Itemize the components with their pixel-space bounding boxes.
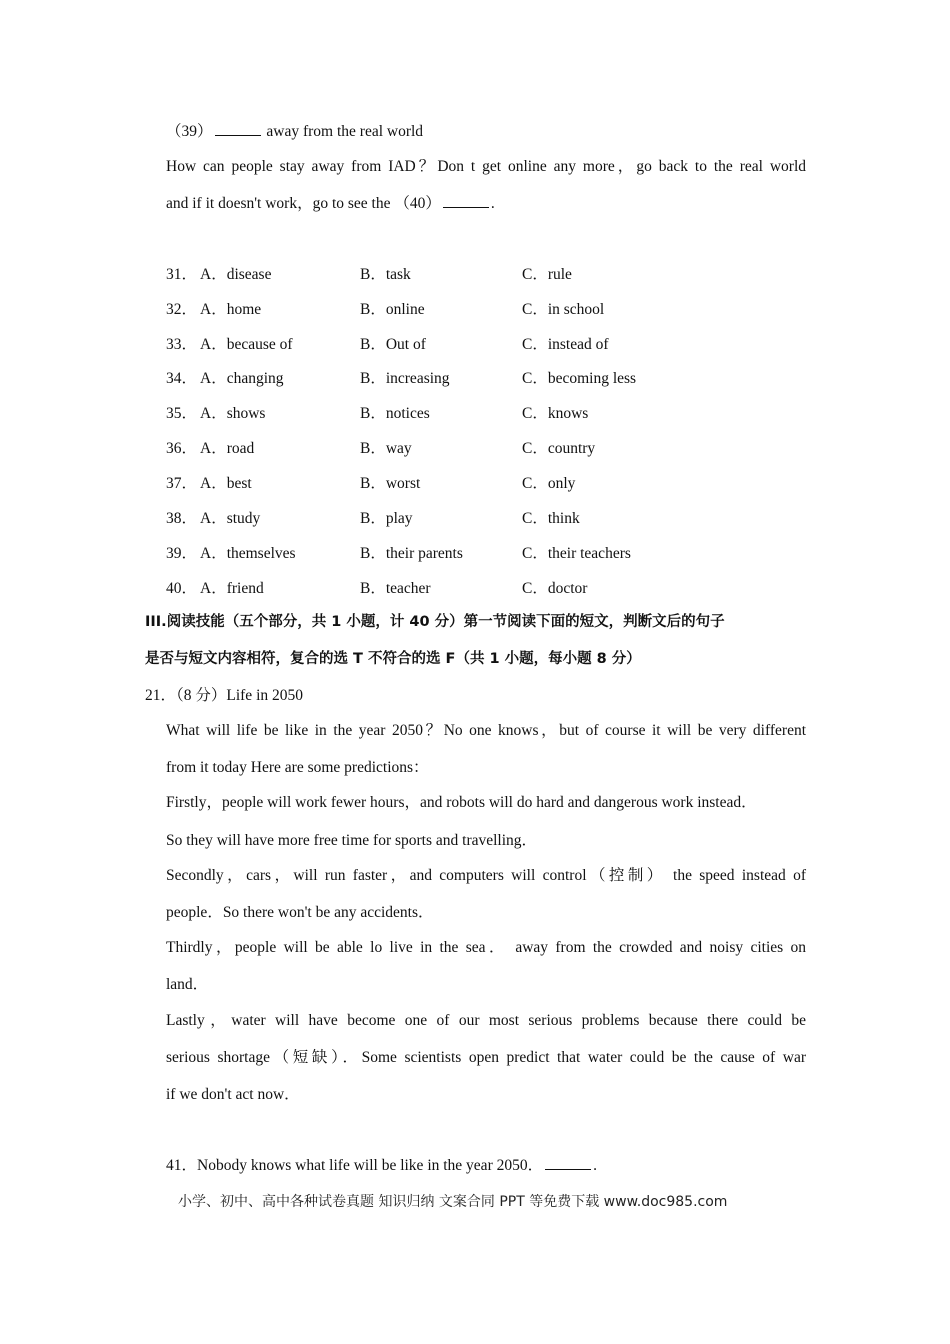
answer-blank-41 — [545, 1157, 591, 1170]
option-c: C．country — [522, 440, 596, 457]
question-41 — [166, 1153, 597, 1175]
option-b: B．worst — [360, 475, 421, 492]
option-a: A．study — [200, 510, 261, 527]
passage-line: Thirdly，people will be able lo live in the sea． away from the crowded and noisy cities on — [166, 939, 806, 956]
option-a: A．shows — [200, 405, 266, 422]
section-39-title-text: away from the real world — [266, 123, 424, 140]
option-c: C．instead of — [522, 336, 609, 353]
passage-line: Secondly，cars，will run faster，and computers will control（控制） the speed instead of — [166, 867, 806, 884]
section-39-label: （39） — [166, 123, 213, 140]
option-c: C．in school — [522, 301, 605, 318]
passage-line: if we don't act now． — [166, 1086, 300, 1103]
section-39-title — [166, 119, 423, 141]
option-b: B．Out of — [360, 336, 426, 353]
section-39-line2 — [166, 191, 495, 213]
option-a: A．themselves — [200, 545, 296, 562]
option-c: C．their teachers — [522, 545, 631, 562]
option-a: A．because of — [200, 336, 293, 353]
section-39-line2-text: and if it doesn't work，go to see the （40） — [166, 195, 441, 212]
option-c: C．becoming less — [522, 370, 637, 387]
option-b: B．way — [360, 440, 412, 457]
question-41-end: . — [593, 1157, 597, 1174]
option-number: 40． — [166, 580, 198, 597]
option-c: C．knows — [522, 405, 589, 422]
footer-watermark: 小学、初中、高中各种试卷真题 知识归纳 文案合同 PPT 等免费下载 www.doc985.com — [178, 1194, 728, 1210]
option-number: 34． — [166, 370, 198, 387]
section-39-line1: How can people stay away from IAD？Don t get online any more，go back to the real world — [166, 158, 806, 175]
option-c: C．think — [522, 510, 580, 527]
option-a: A．home — [200, 301, 262, 318]
answer-blank-39 — [215, 123, 261, 136]
passage-line: from it today Here are some predictions： — [166, 759, 429, 776]
option-number: 38． — [166, 510, 198, 527]
passage-line: Lastly，water will have become one of our most serious problems because there could be — [166, 1012, 806, 1029]
option-number: 36． — [166, 440, 198, 457]
section-heading-line1: III.阅读技能（五个部分，共 1 小题，计 40 分）第一节阅读下面的短文，判断文后的句子 — [145, 614, 725, 630]
option-b: B．play — [360, 510, 413, 527]
answer-blank-40 — [443, 195, 489, 208]
passage-line: serious shortage（短缺）．Some scientists open predict that water could be the cause of war — [166, 1049, 806, 1066]
option-number: 39． — [166, 545, 198, 562]
passage-line: land． — [166, 976, 209, 993]
option-a: A．road — [200, 440, 255, 457]
option-number: 35． — [166, 405, 198, 422]
passage-line: So they will have more free time for sports and travelling． — [166, 832, 538, 849]
option-a: A．best — [200, 475, 252, 492]
question-41-text: 41．Nobody knows what life will be like in the year 2050． — [166, 1157, 544, 1174]
option-c: C．only — [522, 475, 576, 492]
passage-line: What will life be like in the year 2050？No one knows，but of course it will be very different — [166, 722, 806, 739]
option-number: 37． — [166, 475, 198, 492]
option-b: B．notices — [360, 405, 430, 422]
passage-line: Firstly，people will work fewer hours，and robots will do hard and dangerous work instead． — [166, 794, 757, 811]
option-c: C．rule — [522, 266, 572, 283]
option-number: 33． — [166, 336, 198, 353]
section-39-line2-end: . — [490, 195, 495, 212]
option-b: B．task — [360, 266, 411, 283]
question-21-header: 21．（8 分）Life in 2050 — [145, 687, 303, 704]
option-a: A．disease — [200, 266, 272, 283]
option-c: C．doctor — [522, 580, 588, 597]
option-b: B．online — [360, 301, 425, 318]
option-number: 32． — [166, 301, 198, 318]
section-heading-line2: 是否与短文内容相符，复合的选 T 不符合的选 F（共 1 小题，每小题 8 分） — [145, 651, 641, 667]
option-a: A．changing — [200, 370, 284, 387]
option-number: 31． — [166, 266, 198, 283]
option-b: B．teacher — [360, 580, 431, 597]
passage-line: people．So there won't be any accidents． — [166, 904, 434, 921]
option-b: B．increasing — [360, 370, 450, 387]
option-b: B．their parents — [360, 545, 463, 562]
option-a: A．friend — [200, 580, 264, 597]
